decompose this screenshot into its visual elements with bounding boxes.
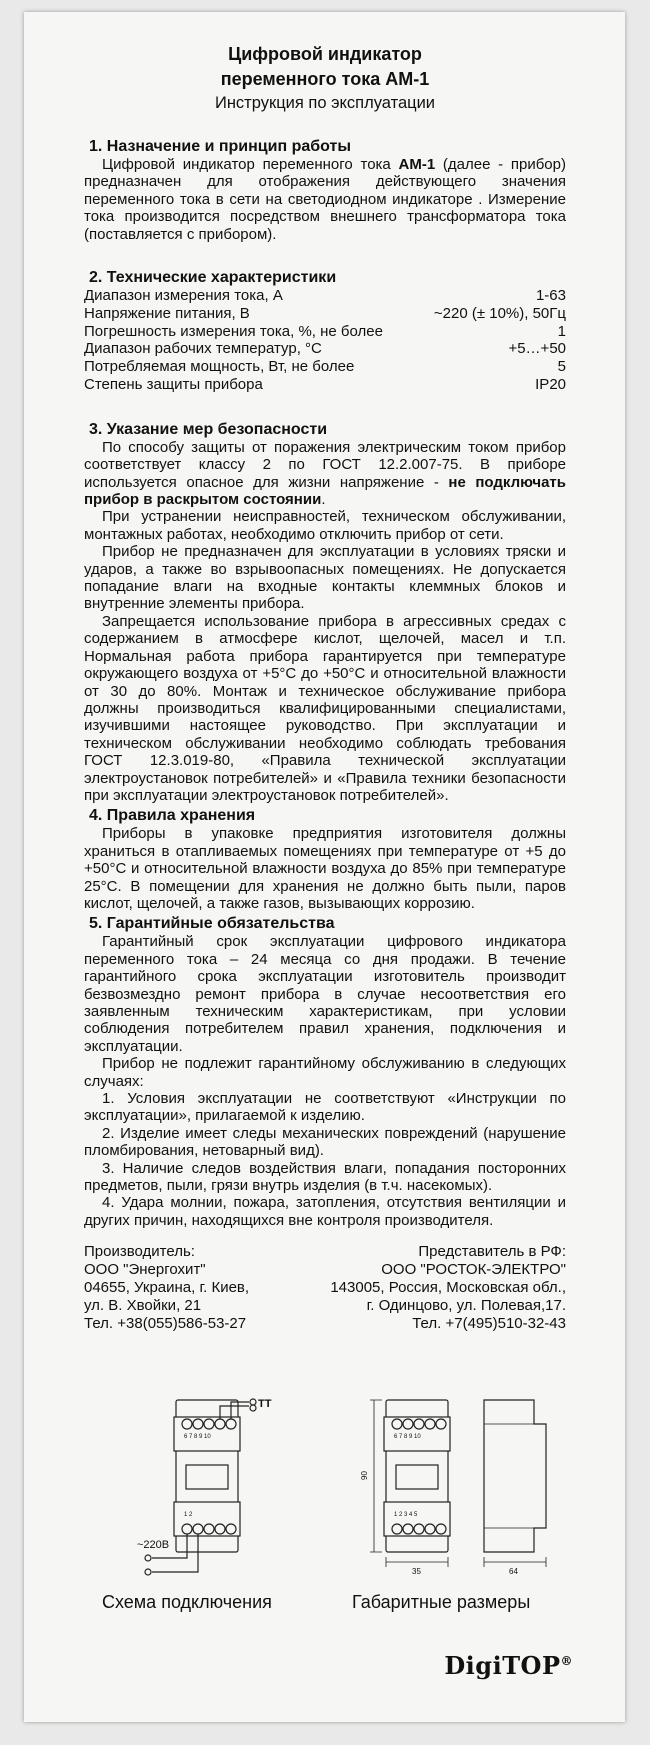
contacts — [84, 1243, 566, 1333]
manufacturer-street: ул. В. Хвойки, 21 — [84, 1297, 202, 1315]
spec-row: Потребляемая мощность, Вт, не более 5 — [84, 358, 566, 376]
section-3-text-3: Прибор не предназначен для эксплуатации в условиях тряски и ударов, а также во взрывоопасных помещениях. Не допускается попадание влаги на входные контакты клеммных блоков и внутренние элементы прибора. — [84, 543, 566, 613]
section-4-text: Приборы в упаковке предприятия изготовителя должны храниться в отапливаемых помещениях при температуре от +5 до +50°С и относительной влажности воздуха до 85% при температуре 25°С. В помещении для хранения не должно быть пыли, паров кислот, щелочей, а также газов, вызывающих коррозию. — [84, 825, 566, 912]
dim-width: 35 — [412, 1567, 421, 1576]
dimensions-front — [370, 1400, 450, 1567]
section-3-text-4: Запрещается использование прибора в агрессивных средах с содержанием в атмосфере кислот, щелочей, масел и т.п. Нормальная работа прибора гарантируется при температуре окружающего воздуха от +5°С до +50°С и относительной влажности от 30 до 80%. Монтаж и техническое обслуживание прибора должны производиться квалифицированными специалистами, изучившими настоящее руководство. При эксплуатации и техническом обслуживании необходимо соблюдать требования ГОСТ 12.3.019-80, «Правила технической эксплуатации электроустановок потребителей» и «Правила техники безопасности при эксплуатации электроустановок потребителей». — [84, 612, 566, 804]
spec-row: Диапазон рабочих температур, °С +5…+50 — [84, 340, 566, 358]
dim-height: 90 — [360, 1471, 369, 1480]
section-5-text-3: 1. Условия эксплуатации не соответствуют «Инструкции по эксплуатации», прилагаемой к изделию. — [84, 1090, 566, 1125]
manufacturer-address: 04655, Украина, г. Киев, — [84, 1279, 250, 1297]
manufacturer-block — [84, 1243, 249, 1333]
dimensions-caption: Габаритные размеры — [352, 1592, 531, 1612]
section-3-text-1: По способу защиты от поражения электрическим током прибор соответствует классу 2 по ГОСТ 12.2.007-75. В приборе используется опасное для жизни напряжение - не подключать прибор в раскрытом состоянии. — [84, 438, 566, 509]
manufacturer-name: ООО "Энергохит" — [84, 1261, 206, 1279]
logo-text: DigiTOP — [444, 1651, 561, 1680]
top-terminal-numbers: 6 7 8 9 10 — [184, 1434, 211, 1440]
section-5-text-2: Прибор не подлежит гарантийному обслуживанию в следующих случаях: — [84, 1055, 566, 1090]
bottom-terminal-numbers: 1 2 — [184, 1512, 193, 1518]
brand-logo — [444, 1651, 573, 1680]
section-5-text-1: Гарантийный срок эксплуатации цифрового индикатора переменного тока – 24 месяца со дня продажи. В течение гарантийного срока эксплуатации изготовитель производит безвозмездно ремонт прибора в случае несоответствия его заявленным техническим характеристикам, при условии соблюдения потребителем правил хранения, подключения и эксплуатации. — [84, 933, 566, 1055]
section-3-title: 3. Указание мер безопасности — [89, 420, 328, 438]
section-3-text-2: При устранении неисправностей, техническом обслуживании, монтажных работах, необходимо отключить прибор от сети. — [84, 508, 566, 543]
front-bottom-terminal-numbers: 1 2 3 4 5 — [394, 1512, 418, 1518]
section-1-text: Цифровой индикатор переменного тока АМ-1 (далее - прибор) предназначен для отображения действующего значения переменного тока в сети на светодиодном индикаторе . Измерение тока производится посредством внешнего трансформатора тока (поставляется с прибором). — [84, 156, 566, 243]
spec-row: Степень защиты прибора IP20 — [84, 376, 566, 394]
device-display — [186, 1465, 228, 1489]
document-header — [84, 42, 566, 115]
section-4-title: 4. Правила хранения — [89, 807, 256, 825]
representative-phone: Тел. +7(495)510-32-43 — [412, 1315, 566, 1333]
document-body — [84, 42, 566, 1333]
section-5-text-4: 2. Изделие имеет следы механических повреждений (нарушение пломбирования, нетоварный вид). — [84, 1124, 566, 1160]
representative-heading: Представитель в РФ: — [418, 1243, 566, 1261]
section-5-title: 5. Гарантийные обязательства — [89, 915, 335, 933]
spec-row: Напряжение питания, В ~220 (± 10%), 50Гц — [84, 304, 566, 322]
diagrams-svg — [24, 1382, 625, 1622]
specs-table — [84, 287, 566, 394]
subtitle: Инструкция по эксплуатации — [214, 94, 436, 112]
section-1-title: 1. Назначение и принцип работы — [89, 138, 352, 155]
manufacturer-phone: Тел. +38(055)586-53-27 — [84, 1315, 247, 1333]
representative-name: ООО "РОСТОК-ЭЛЕКТРО" — [381, 1261, 566, 1279]
dimensions-side — [484, 1400, 546, 1567]
wiring-caption: Схема подключения — [102, 1592, 272, 1612]
spec-row: Погрешность измерения тока, %, не более 1 — [84, 322, 566, 340]
voltage-label: ~220В — [137, 1539, 170, 1551]
tt-label: ТТ — [258, 1398, 272, 1410]
section-5-text-6: 4. Удара молнии, пожара, затопления, отсутствия вентиляции и других причин, находящихся вне контроля производителя. — [84, 1194, 566, 1229]
representative-block — [330, 1243, 566, 1333]
section-2-title: 2. Технические характеристики — [89, 269, 337, 287]
front-top-terminal-numbers: 6 7 8 9 10 — [394, 1434, 421, 1440]
title-line1: Цифровой индикатор — [228, 44, 422, 64]
registered-mark: ® — [560, 1654, 573, 1668]
representative-address: 143005, Россия, Московская обл., — [330, 1279, 566, 1297]
title-line2: переменного тока АМ-1 — [220, 69, 430, 89]
manufacturer-heading: Производитель: — [84, 1243, 195, 1261]
dim-depth: 64 — [509, 1567, 518, 1576]
section-5-text-5: 3. Наличие следов воздействия влаги, попадания посторонних предметов, пыли, грязи внутрь изделия (в т.ч. насекомых). — [84, 1159, 566, 1195]
instruction-sheet — [24, 12, 625, 1722]
representative-street: г. Одинцово, ул. Полевая,17. — [366, 1297, 566, 1315]
spec-row: Диапазон измерения тока, А 1-63 — [84, 287, 566, 305]
